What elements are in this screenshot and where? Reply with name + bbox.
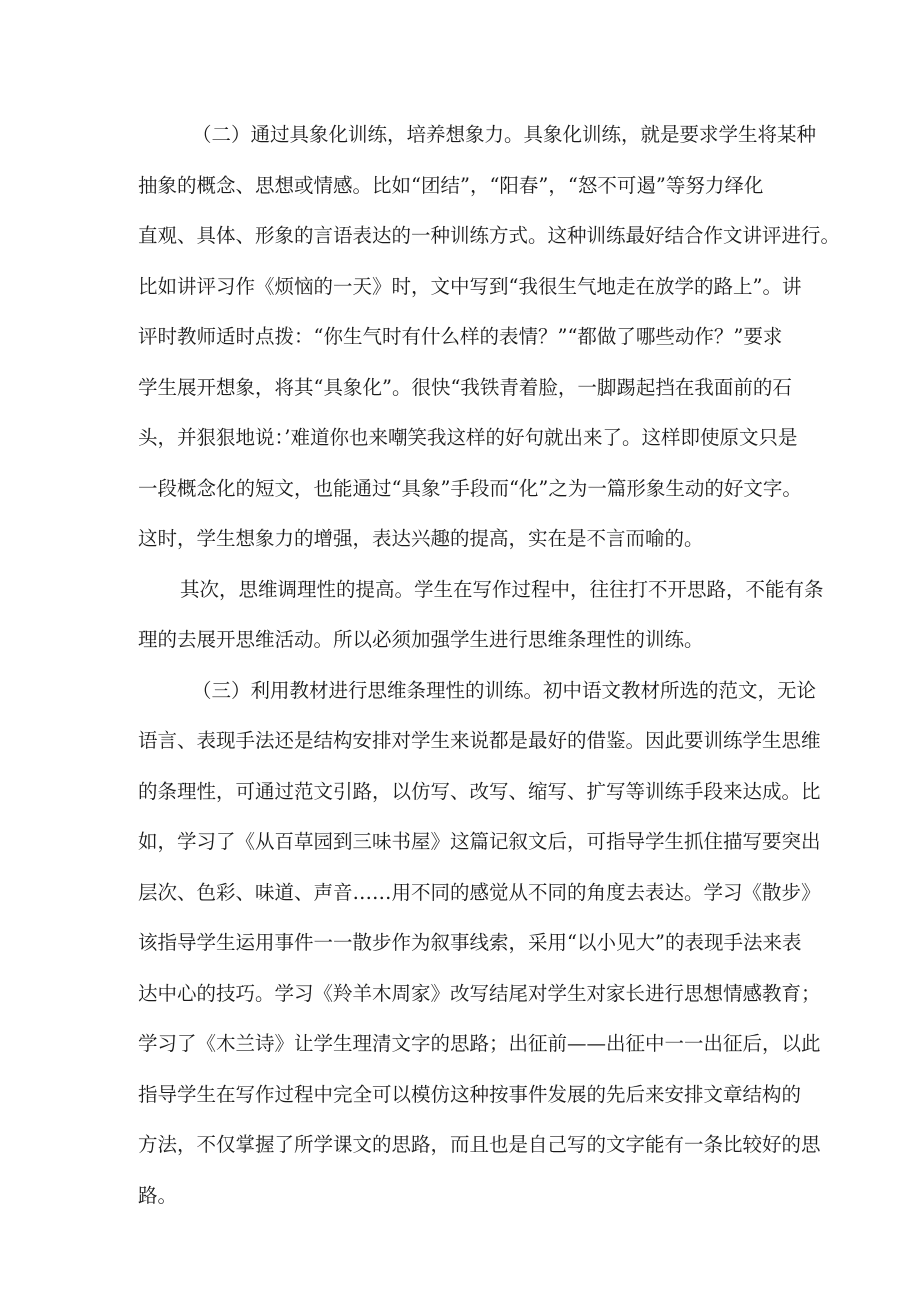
- text-line: 其次，思维调理性的提高。学生在写作过程中，往往打不开思路，不能有条: [180, 578, 824, 601]
- text-line: 路。: [138, 1184, 178, 1207]
- text-line: 一段概念化的短文，也能通过“具象”手段而“化”之为一篇形象生动的好文字。: [138, 477, 802, 500]
- text-line: 层次、色彩、味道、声音……用不同的感觉从不同的角度去表达。学习《散步》: [138, 881, 821, 904]
- text-line: 方法，不仅掌握了所学课文的思路，而且也是自己写的文字能有一条比较好的思: [138, 1133, 821, 1156]
- text-line: （三）利用教材进行思维条理性的训练。初中语文教材所选的范文，无论: [192, 679, 817, 702]
- text-line: 的条理性，可通过范文引路，以仿写、改写、缩写、扩写等训练手段来达成。比: [138, 780, 821, 803]
- text-line: 学习了《木兰诗》让学生理清文字的思路；出征前——出征中一一出征后，以此: [138, 1032, 821, 1055]
- text-line: 直观、具体、形象的言语表达的一种训练方式。这种训练最好结合作文讲评进行。: [138, 224, 841, 247]
- text-line: 这时，学生想象力的增强，表达兴趣的提高，实在是不言而喻的。: [138, 527, 704, 550]
- text-line: 如，学习了《从百草园到三味书屋》这篇记叙文后，可指导学生抓住描写要突出: [138, 830, 821, 853]
- text-line: 抽象的概念、思想或情感。比如“团结”，“阳春”，“怒不可遏”等努力绎化: [138, 174, 764, 197]
- text-line: 学生展开想象，将其“具象化”。很快“我铁青着脸，一脚踢起挡在我面前的石: [138, 376, 792, 399]
- text-line: （二）通过具象化训练，培养想象力。具象化训练，就是要求学生将某种: [192, 123, 817, 146]
- text-line: 达中心的技巧。学习《羚羊木周家》改写结尾对学生对家长进行思想情感教育；: [138, 982, 821, 1005]
- text-line: 评时教师适时点拨：“你生气时有什么样的表情？”“都做了哪些动作？”要求: [138, 325, 783, 348]
- text-line: 该指导学生运用事件一一散步作为叙事线索，采用“以小见大”的表现手法来表: [138, 931, 802, 954]
- text-line: 语言、表现手法还是结构安排对学生来说都是最好的借鉴。因此要训练学生思维: [138, 729, 821, 752]
- text-line: 理的去展开思维活动。所以必须加强学生进行思维条理性的训练。: [138, 628, 704, 651]
- text-line: 比如讲评习作《烦恼的一天》时，文中写到“我很生气地走在放学的路上”。讲: [138, 275, 802, 298]
- text-line: 指导学生在写作过程中完全可以模仿这种按事件发展的先后来安排文章结构的: [138, 1083, 802, 1106]
- text-line: 头，并狠狠地说：’难道你也来嘲笑我这样的好句就出来了。这样即使原文只是: [138, 426, 798, 449]
